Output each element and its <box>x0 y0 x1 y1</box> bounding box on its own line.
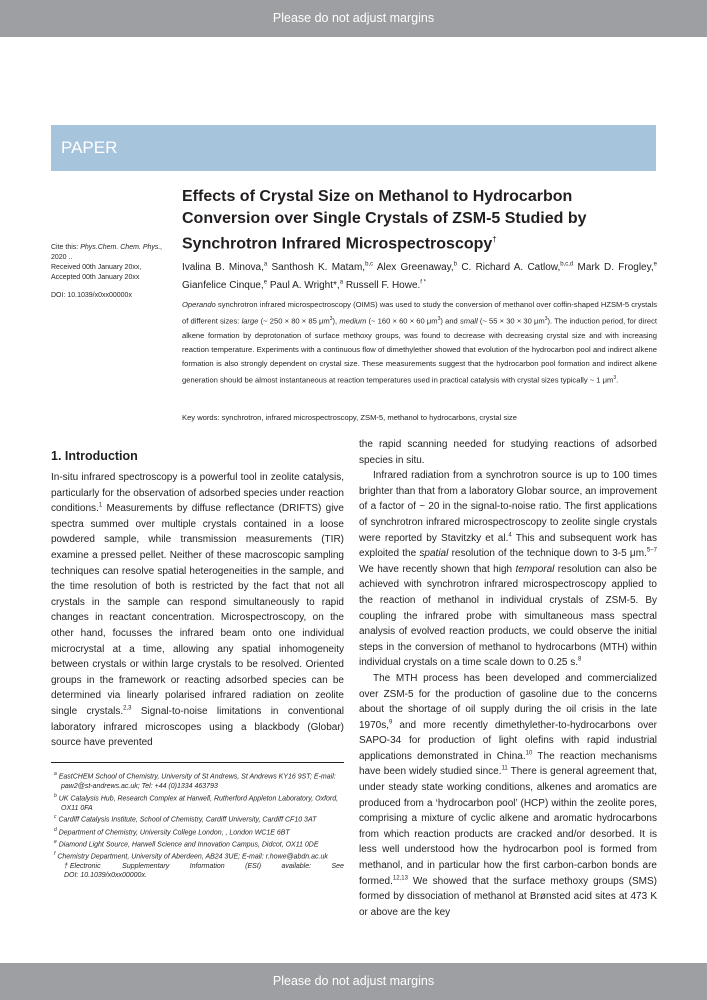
section-heading-introduction: 1. Introduction <box>51 449 138 463</box>
paragraph: Infrared radiation from a synchrotron source is up to 100 times brighter than that from a laboratory Globar source, an improvement of a factor of ~ 20 in the signal-to-noise ratio. The first applications of synchrotron infrared microspectroscopy to zeolite single crystals were reported by Stavitzky et al.$^4$ This and subsequent work has exploited the spatial resolution of the technique down to 3-5 μm.$^{5-7}$ We have recently shown that high temporal resolution can also be achieved with synchrotron infrared microspectroscopy applied to the reaction of methanol in individual crystals of ZSM-5. By coupling the infrared probe with simultaneous mass spectral analysis of evolved reaction products, we could observe the initial steps in the conversion of methanol to hydrocarbons (MTH) within individual crystals on a time scale down to 0.25 s.$^8$ <box>359 470 657 669</box>
author: C. Richard A. Catlow,$^{b,c,d}$ <box>461 262 574 274</box>
body-column-right <box>359 437 657 920</box>
paragraph: In-situ infrared spectroscopy is a powerful tool in zeolite catalysis, particularly for the observation of adsorbed species under reaction conditions.$^1$ Measurements by diffuse reflectance (DRIFTS) give spectra summed over multiple crystals contained in a loose powdered sample, while transmission measurements (TIR) examine a pressed pellet. Neither of these macroscopic sampling techniques can resolve spatial heterogeneities in the sample, and the time resolution of both is restricted by the fact that not all crystals in the sample can respond simultaneously to rapid changes in reactant concentration. Microspectroscopy, on the other hand, focusses the infrared beam onto one individual microcrystal at a time, allowing any spatial inhomogeneity between crystals or within large crystals to be resolved. Oriented groups in the framework or reacting adsorbed species can be determined via linearly polarised infrared radiation on zeolite single crystals.$^{2,3}$ Signal-to-noise limitations in conventional laboratory infrared microscopes using a blackbody (Globar) source have prevented <box>51 472 344 749</box>
footer-margin-band: Please do not adjust margins <box>0 963 707 1000</box>
author: Ivalina B. Minova,$^a$ <box>182 262 268 274</box>
cite-label: Cite this: <box>51 244 79 251</box>
affiliation-footnotes <box>51 770 344 881</box>
keywords: Key words: synchrotron, infrared microspectroscopy, ZSM-5, methanol to hydrocarbons, crystal size <box>182 413 517 422</box>
footnote: $^e$ Diamond Light Source, Harwell Science and Innovation Campus, Didcot, OX11 0DE <box>54 838 319 848</box>
footnote: $^a$ EastCHEM School of Chemistry, University of St Andrews, St Andrews KY16 9ST; E-mail: paw2@st-andrews.ac.uk; Tel: +44 (0)1334 463793 <box>54 771 336 791</box>
author: Alex Greenaway,$^b$ <box>376 262 458 274</box>
author: Mark D. Frogley,$^e$ <box>577 262 657 274</box>
cite-this <box>51 243 176 253</box>
article-type-banner: PAPER <box>51 125 656 171</box>
esi-doi: DOI: 10.1039/x0xx00000x. <box>64 872 147 880</box>
author: Russell F. Howe.$^{f *}$ <box>345 279 426 291</box>
author-list <box>182 258 657 293</box>
footnote: $^f$ Chemistry Department, University of Aberdeen, AB24 3UE; E-mail: r.howe@abdn.ac.uk <box>54 850 328 860</box>
cite-year: 2020 .. <box>51 254 73 261</box>
abstract: Operando synchrotron infrared microspectroscopy (OIMS) was used to study the conversion of methanol over coffin-shaped HZSM-5 crystals of different sizes: large (~ 250 × 80 × 85 $\mu m^3$), medium (~ 160 × 60 × 60 $\mu m^3$) and small (~ 55 × 30 × 30 $\mu m^3$). The induction period, for direct alkene formation by deprotonation of surface methoxy groups, was found to decrease with decreasing crystal size and with increasing reaction temperature. Experiments with a continuous flow of dimethylether showed that evolution of the hydrocarbon pool and indirect alkene formation is also strongly dependent on crystal size. These measurements suggest that the hydrocarbon pool formation and indirect alkene generation should be almost instantaneous at reaction temperatures used in practical catalysis with crystal sizes typically ~ 1 $\mu m^3$. <box>182 300 658 385</box>
paragraph: The MTH process has been developed and commercialized over ZSM-5 for the production of gasoline due to the concerns about the shortage of oil supply during the oil crisis in the late 1970s,$^9$ and more recently dimethylether-to-hydrocarbons over SAPO-34 for production of light olefins with rapid industrial applications demonstrated in China.$^{10}$ The reaction mechanisms have been widely studied since.$^{11}$ There is general agreement that, under steady state working conditions, alkenes and aromatics are produced from a ‘hydrocarbon pool’ (HCP) within the zeolite pores, comprising a mixture of cyclic alkene and aromatic hydrocarbons from which reaction products are cracked and/or desorbed. It is less well understood how the hydrocarbon pool is formed from methanol, and in particular how the first carbon-carbon bonds are formed.$^{12,13}$ We showed that the surface methoxy groups (SMS) formed by dissociation of methanol at Brønsted acid sites at 473 K or above are the key <box>359 672 658 918</box>
title-dagger: † <box>492 235 497 244</box>
footnote-divider <box>51 762 344 763</box>
citation-sidebar <box>51 243 176 301</box>
footnote: $^c$ Cardiff Catalysis Institute, School of Chemistry, Cardiff University, Cardiff CF10 3AT <box>54 814 317 824</box>
author: Gianfelice Cinque,$^e$ <box>182 279 268 291</box>
accepted-date: Accepted 00th January 20xx <box>51 274 140 281</box>
paper-title <box>182 186 642 255</box>
footnote: $^b$ UK Catalysis Hub, Research Complex at Harwell, Rutherford Appleton Laboratory, Oxford, OX11 0FA <box>54 792 339 812</box>
received-date: Received 00th January 20xx, <box>51 264 142 271</box>
esi-note: † Electronic Supplementary Information (ESI) available: See DOI: 10.1039/x0xx00000x. <box>51 862 344 881</box>
cite-journal: Phys.Chem. Chem. Phys., <box>80 244 163 251</box>
title-text: Effects of Crystal Size on Methanol to Hydrocarbon Conversion over Single Crystals of ZSM-5 Studied by Synchrotron Infrared Microspectroscopy <box>182 188 587 253</box>
paragraph: the rapid scanning needed for studying reactions of adsorbed species in situ. <box>359 439 657 466</box>
author: Santhosh K. Matam,$^{b,c}$ <box>271 262 374 274</box>
body-column-left <box>51 470 344 751</box>
author: Paul A. Wright*,$^a$ <box>269 279 344 291</box>
footnote: $^d$ Department of Chemistry, University College London, , London WC1E 6BT <box>54 826 290 836</box>
header-margin-band: Please do not adjust margins <box>0 0 707 37</box>
sidebar-doi: DOI: 10.1039/x0xx00000x <box>51 292 132 299</box>
